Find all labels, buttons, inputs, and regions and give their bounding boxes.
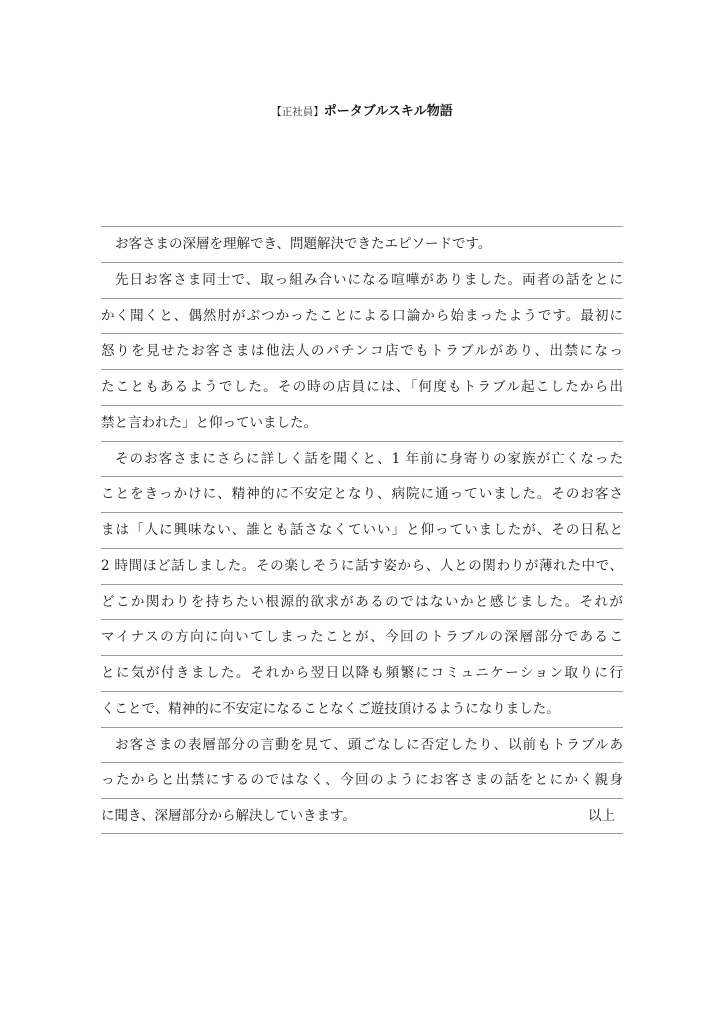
- body-line: まは「人に興味ない、誰とも話さなくていい」と仰っていましたが、その日私と: [101, 512, 623, 548]
- body-line: お客さまの表層部分の言動を見て、頭ごなしに否定したり、以前もトラブルあ: [101, 727, 623, 763]
- body-line: そのお客さまにさらに詳しく話を聞くと、1 年前に身寄りの家族が亡くなった: [101, 441, 623, 477]
- title-tag: 【正社員】: [271, 106, 324, 118]
- body-line: お客さまの深層を理解でき、問題解決できたエピソードです。: [101, 226, 623, 262]
- body-line: とに気が付きました。それから翌日以降も頻繁にコミュニケーション取りに行: [101, 655, 623, 691]
- body-line: どこか関わりを持ちたい根源的欲求があるのではないかと感じました。それが: [101, 584, 623, 620]
- title-main: ポータブルスキル物語: [323, 104, 453, 119]
- body-line: ことをきっかけに、精神的に不安定となり、病院に通っていました。そのお客さ: [101, 476, 623, 512]
- ruled-body: [101, 226, 623, 834]
- body-line: かく聞くと、偶然肘がぶつかったことによる口論から始まったようです。最初に: [101, 298, 623, 334]
- document-title: [0, 103, 724, 121]
- body-line: ったからと出禁にするのではなく、今回のようにお客さまの話をとにかく親身: [101, 762, 623, 798]
- body-line: 禁と言われた」と仰っていました。: [101, 405, 623, 441]
- body-line: 先日お客さま同士で、取っ組み合いになる喧嘩がありました。両者の話をとに: [101, 262, 623, 298]
- body-line: たこともあるようでした。その時の店員には、「何度もトラブル起こしたから出: [101, 369, 623, 405]
- closing-mark: 以上: [588, 808, 615, 824]
- body-line: 2 時間ほど話しました。その楽しそうに話す姿から、人との関わりが薄れた中で、: [101, 548, 623, 584]
- body-line: マイナスの方向に向いてしまったことが、今回のトラブルの深層部分であるこ: [101, 619, 623, 655]
- body-line: 怒りを見せたお客さまは他法人のパチンコ店でもトラブルがあり、出禁になっ: [101, 333, 623, 369]
- body-line: に聞き、深層部分から解決していきます。 以上: [101, 798, 623, 834]
- body-line: くことで、精神的に不安定になることなくご遊技頂けるようになりました。: [101, 691, 623, 727]
